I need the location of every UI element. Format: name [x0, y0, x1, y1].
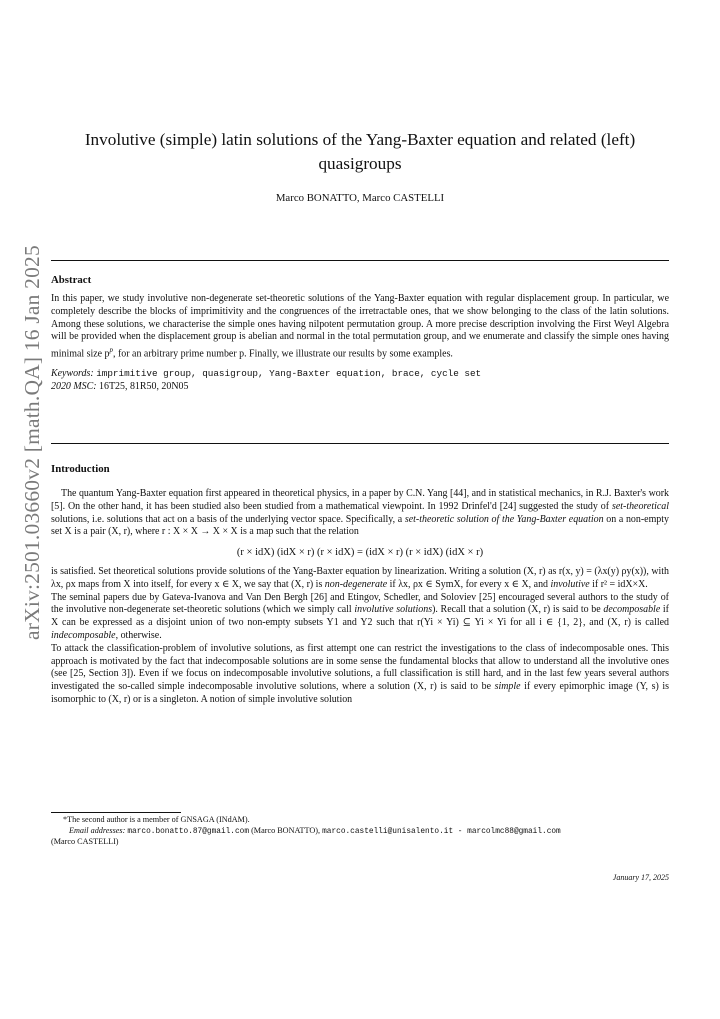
abstract-body — [51, 293, 669, 394]
intro-p4-italic-1: simple — [494, 681, 521, 693]
arxiv-identifier: arXiv:2501.03660v2 [math.QA] 16 Jan 2025 — [20, 245, 44, 640]
footnote-emails — [51, 826, 669, 838]
intro-p2-a: is satisfied. Set theoretical solutions provide solutions of the Yang-Baxter equation by linearization. Writing a solution (X, r) as r(x, y) = (λx(y) ρy(x)), with λx, ρx maps from X into itself, for every x ∈ X, we say that (X, r) is — [51, 565, 669, 590]
email-2: marco.castelli@unisalento.it - marcolmc88@gmail.com — [322, 827, 561, 836]
footnote-line-1: *The second author is a member of GNSAGA (INdAM). — [63, 815, 250, 824]
intro-p3-italic-3: indecomposable — [51, 629, 116, 641]
email-1: marco.bonatto.87@gmail.com — [127, 827, 250, 836]
intro-p4-b: if every epimorphic image (Y, s) is isomorphic to (X, r) or is a singleton. A notion of simple involutive solution — [51, 681, 669, 705]
intro-p3-italic-2: decomposable — [603, 604, 661, 616]
intro-p1-a: The quantum Yang-Baxter equation first appeared in theoretical physics, in a paper by C.N. Yang [44], and in statistical mechanics, in R.J. Baxter's work [5]. On the other hand, it has been studied also been studied from a mathematical viewpoint. In 1992 Drinfel'd [24] suggested the study of — [51, 488, 669, 512]
intro-p3-c: if X can be expressed as a disjoint union of two non-empty subsets Y1 and Y2 such that r(Yi × Yi) ⊆ Yi × Yi for all i ∈ {1, 2}, and (X, r) is called — [51, 604, 669, 629]
preprint-date: January 17, 2025 — [612, 873, 669, 882]
email-1-owner: (Marco BONATTO), — [249, 825, 323, 835]
intro-p3-d: , otherwise. — [115, 629, 162, 641]
msc-codes: 16T25, 81R50, 20N05 — [99, 381, 189, 393]
intro-p1-c: on a non-empty set X is a pair (X, r), where r : X × X → X × X is a map such that the relation — [51, 513, 670, 538]
paper-title: Involutive (simple) latin solutions of the Yang-Baxter equation and related (left) quasigroups — [84, 130, 636, 173]
paper-authors: Marco BONATTO, Marco CASTELLI — [275, 192, 445, 204]
keywords: imprimitive group, quasigroup, Yang-Baxter equation, brace, cycle set — [96, 368, 482, 380]
intro-p1-b: solutions, i.e. solutions that act on a basis of the underlying vector space. Specifically, a — [51, 513, 405, 525]
abstract-top-rule — [51, 260, 669, 261]
footnote — [51, 815, 669, 848]
introduction-body — [51, 488, 669, 707]
intro-p3-a: The seminal papers due by Gateva-Ivanova and Van Den Bergh [26] and Etingov, Schedler, and Soloviev [25] encouraged several authors to the study of the involutive non-degenerate set-theoretic solutions (which we simply call — [51, 591, 669, 616]
yang-baxter-equation: (r × idX) (idX × r) (r × idX) = (idX × r) (r × idX) (idX × r) — [236, 547, 484, 559]
intro-p2-italic-2: involutive — [550, 578, 590, 590]
abstract-superscript: p — [109, 346, 114, 355]
intro-p1-italic-2: set-theoretic solution of the Yang-Baxter equation — [404, 513, 604, 525]
abstract-heading: Abstract — [51, 274, 92, 286]
email-label: Email addresses: — [69, 825, 126, 835]
footnote-email-2-owner: (Marco CASTELLI) — [51, 837, 119, 847]
intro-p2-c: if r² = idX×X. — [589, 578, 648, 590]
msc-label: 2020 MSC: — [51, 381, 97, 393]
intro-p4-a: To attack the classification-problem of involutive solutions, as first attempt one can restrict the investigations to the class of indecomposable ones. This approach is motivated by the fact that indecomposable solutions are in some sense the fundamental blocks that allow to understand all the involutive ones (see [25, Section 3]). Even if we focus on indecomposable involutive solutions, a full classification is still hard, and in the last few years several authors investigated the so-called simple indecomposable involutive solutions, where a solution (X, r) is said to be — [51, 642, 669, 693]
keywords-label: Keywords: — [51, 368, 94, 380]
intro-p1-italic-1: set-theoretical — [611, 500, 669, 512]
introduction-heading: Introduction — [51, 463, 110, 475]
footnote-rule — [51, 812, 181, 813]
intro-p2-italic-1: non-degenerate — [324, 578, 388, 590]
abstract-text: In this paper, we study involutive non-degenerate set-theoretic solutions of the Yang-Baxter equation with regular displacement group. In particular, we completely describe the blocks of imprimitivity and the congruences of the irretractable ones, that we show belonging to the class of the latin solutions. Among these solutions, we characterise the simple ones having nilpotent permutation group. A more precise description involving the First Weyl Algebra will be provided when the displacement group is abelian and normal in the total permutation group, and we enumerate and classify the simple ones having minimal size p — [51, 293, 669, 360]
abstract-text-end: , for an arbitrary prime number p. Finally, we illustrate our results by some examples. — [113, 348, 453, 360]
intro-p3-b: ). Recall that a solution (X, r) is said to be — [432, 604, 604, 616]
abstract-bottom-rule — [51, 443, 669, 444]
intro-p3-italic-1: involutive solutions — [354, 604, 433, 616]
intro-p2-b: if λx, ρx ∈ SymX, for every x ∈ X, and — [387, 578, 551, 590]
